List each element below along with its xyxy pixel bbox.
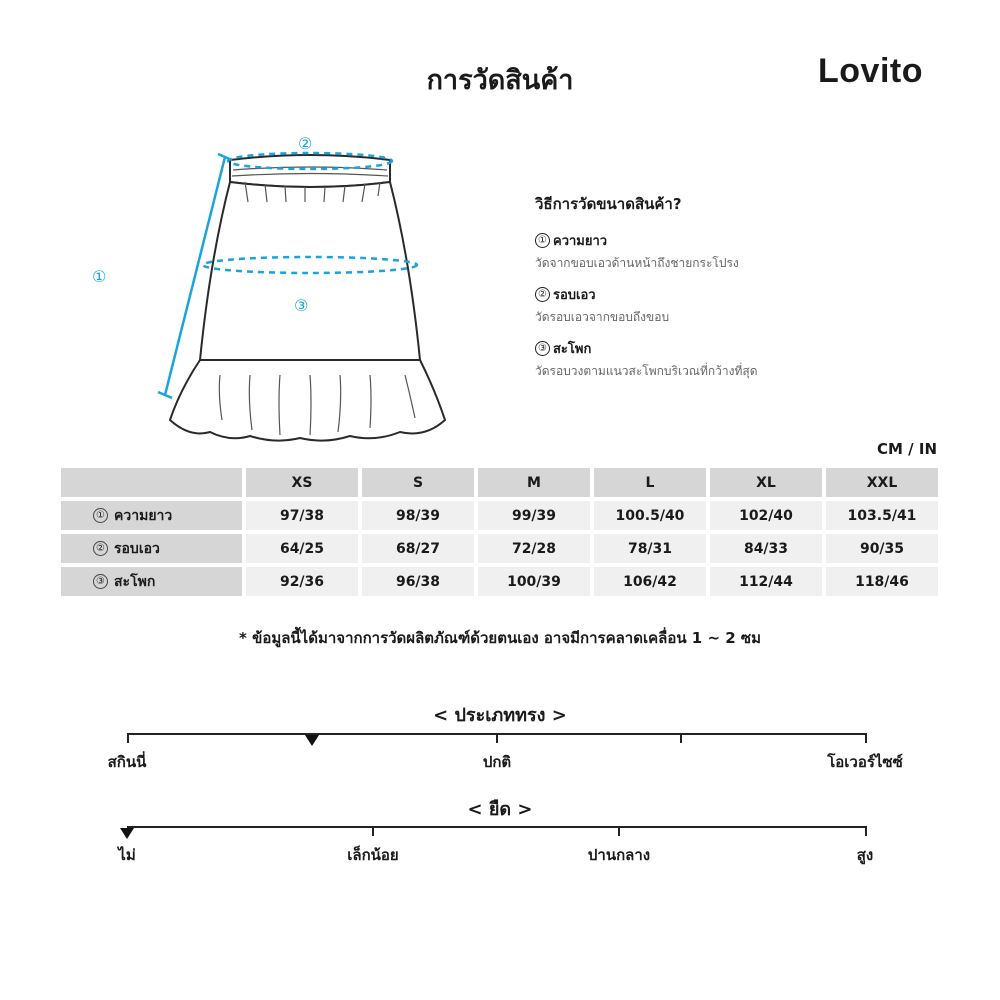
stretch-label-medium: ปานกลาง — [587, 846, 651, 864]
size-header: M — [478, 468, 590, 497]
circled-number: ③ — [535, 341, 550, 356]
table-cell: 100.5/40 — [594, 501, 706, 530]
stretch-label-slight: เล็กน้อย — [347, 846, 399, 864]
table-cell: 98/39 — [362, 501, 474, 530]
table-cell: 68/27 — [362, 534, 474, 563]
table-cell: 112/44 — [710, 567, 822, 596]
table-cell: 106/42 — [594, 567, 706, 596]
measure-title: ความยาว — [553, 234, 608, 249]
row-label-text: รอบเอว — [114, 540, 160, 557]
table-cell: 100/39 — [478, 567, 590, 596]
stretch-scale-title: < ยืด > — [467, 799, 533, 820]
how-to-title: วิธีการวัดขนาดสินค้า? — [535, 195, 682, 213]
stretch-scale-tick — [372, 826, 374, 836]
table-cell: 96/38 — [362, 567, 474, 596]
stretch-scale-line — [127, 826, 867, 828]
size-header: S — [362, 468, 474, 497]
table-cell: 99/39 — [478, 501, 590, 530]
fit-scale-tick — [680, 733, 682, 743]
circled-number: ① — [93, 508, 108, 523]
hip-marker: ③ — [294, 296, 309, 315]
circled-number: ① — [535, 233, 550, 248]
circled-number: ② — [535, 287, 550, 302]
fit-label-skinny: สกินนี่ — [107, 753, 147, 771]
skirt-measurement-diagram — [80, 120, 480, 460]
stretch-label-none: ไม่ — [118, 846, 136, 864]
measure-desc: วัดรอบวงตามแนวสะโพกบริเวณที่กว้างที่สุด — [535, 364, 758, 378]
table-cell: 92/36 — [246, 567, 358, 596]
fit-label-regular: ปกติ — [482, 753, 512, 771]
size-header: XXL — [826, 468, 938, 497]
row-label — [61, 567, 242, 596]
size-table — [61, 468, 938, 600]
header-blank-cell — [61, 468, 242, 497]
measure-item-waist — [535, 284, 955, 327]
page-title: การวัดสินค้า — [426, 65, 574, 96]
table-header-row — [61, 468, 938, 497]
stretch-scale-tick — [618, 826, 620, 836]
fit-scale-tick — [865, 733, 867, 743]
measurement-note: * ข้อมูลนี้ได้มาจากการวัดผลิตภัณฑ์ด้วยตนเอง อาจมีการคลาดเคลื่อน 1 ~ 2 ซม — [239, 629, 761, 647]
measure-item-length — [535, 230, 955, 273]
size-header: XL — [710, 468, 822, 497]
table-row — [61, 534, 938, 563]
stretch-marker-icon — [120, 828, 134, 839]
table-cell: 102/40 — [710, 501, 822, 530]
unit-label: CM / IN — [877, 440, 937, 458]
measure-desc: วัดรอบเอวจากขอบถึงขอบ — [535, 310, 670, 324]
size-header: L — [594, 468, 706, 497]
waist-marker: ② — [298, 134, 313, 153]
measure-desc: วัดจากขอบเอวด้านหน้าถึงชายกระโปรง — [535, 256, 739, 270]
row-label-text: ความยาว — [114, 507, 173, 524]
measure-title: รอบเอว — [553, 288, 596, 303]
how-to-measure — [535, 192, 955, 392]
stretch-scale-tick — [865, 826, 867, 836]
circled-number: ② — [93, 541, 108, 556]
fit-scale-tick — [496, 733, 498, 743]
brand-logo: Lovito — [818, 52, 923, 90]
table-cell: 64/25 — [246, 534, 358, 563]
table-cell: 97/38 — [246, 501, 358, 530]
table-row — [61, 567, 938, 596]
table-cell: 103.5/41 — [826, 501, 938, 530]
circled-number: ③ — [93, 574, 108, 589]
stretch-label-high: สูง — [856, 846, 874, 864]
table-cell: 118/46 — [826, 567, 938, 596]
fit-label-oversize: โอเวอร์ไซซ์ — [827, 753, 903, 771]
row-label — [61, 534, 242, 563]
fit-scale-tick — [127, 733, 129, 743]
table-cell: 72/28 — [478, 534, 590, 563]
fit-scale-title: < ประเภททรง > — [433, 705, 567, 726]
table-cell: 90/35 — [826, 534, 938, 563]
table-row — [61, 501, 938, 530]
table-cell: 78/31 — [594, 534, 706, 563]
fit-marker-icon — [305, 735, 319, 746]
row-label-text: สะโพก — [114, 573, 156, 590]
measure-item-hip — [535, 338, 955, 381]
size-header: XS — [246, 468, 358, 497]
table-cell: 84/33 — [710, 534, 822, 563]
measure-title: สะโพก — [553, 342, 592, 357]
row-label — [61, 501, 242, 530]
length-marker: ① — [92, 267, 107, 286]
